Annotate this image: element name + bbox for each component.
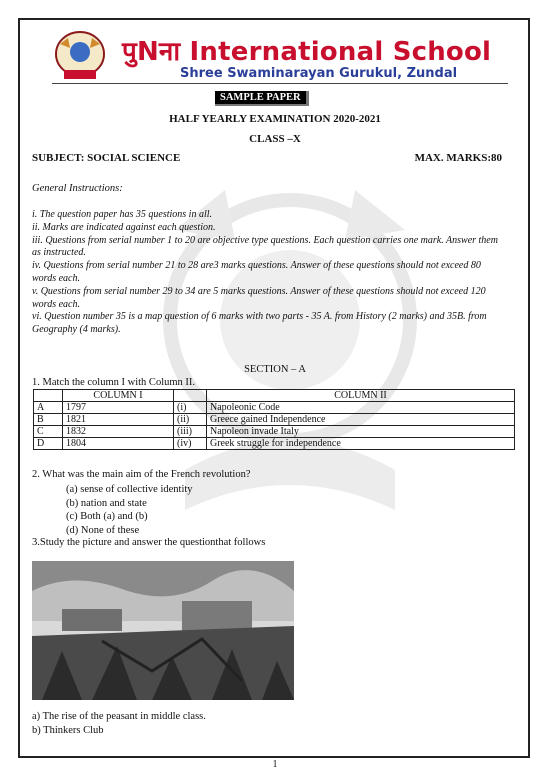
table-cell: (ii)	[174, 414, 207, 426]
school-header	[50, 30, 518, 82]
historical-illustration	[32, 561, 294, 700]
sample-paper-badge: SAMPLE PAPER	[215, 91, 309, 106]
option-item: (a) sense of collective identity	[66, 484, 193, 495]
table-cell: B	[34, 414, 63, 426]
instruction-item: vi. Question number 35 is a map question of 6 marks with two parts - 35 A. from History (2 marks) and 35B. from Geography (4 marks).	[32, 311, 487, 336]
table-cell: (i)	[174, 402, 207, 414]
table-cell: Greece gained Independence	[207, 414, 515, 426]
max-marks-label: MAX. MARKS:80	[414, 152, 502, 164]
table-row	[34, 438, 515, 450]
school-subtitle: Shree Swaminarayan Gurukul, Zundal	[180, 66, 458, 81]
table-header: COLUMN II	[207, 390, 515, 402]
table-cell: (iii)	[174, 426, 207, 438]
subject-row	[32, 152, 520, 164]
class-label: CLASS –X	[249, 133, 301, 145]
footer-divider	[18, 756, 530, 757]
page-number: 1	[272, 759, 278, 770]
option-item: (c) Both (a) and (b)	[66, 511, 148, 523]
table-cell: 1804	[63, 438, 174, 450]
instruction-item: ii. Marks are indicated against each question.	[32, 221, 216, 233]
school-name: पुNना International School	[122, 37, 492, 67]
instructions-list	[32, 209, 507, 337]
option-item: (d) None of these	[66, 524, 140, 536]
table-cell: 1821	[63, 414, 174, 426]
table-cell: C	[34, 426, 63, 438]
table-cell: D	[34, 438, 63, 450]
table-row	[34, 414, 515, 426]
match-table	[33, 389, 515, 450]
table-row	[34, 426, 515, 438]
instruction-item: v. Questions from serial number 29 to 34 are 5 marks questions. Answer of these questions should not exceed 120 words each.	[32, 285, 486, 310]
table-header-row	[34, 390, 515, 402]
subject-label: SUBJECT: SOCIAL SCIENCE	[32, 152, 181, 164]
table-header: COLUMN I	[63, 390, 174, 402]
instructions-title: General Instructions:	[32, 183, 123, 194]
table-cell	[34, 390, 63, 402]
instruction-item: iv. Questions from serial number 21 to 28 are3 marks questions. Answer of these questions should not exceed 80 words each.	[32, 260, 481, 284]
instruction-item: i. The question paper has 35 questions in all.	[32, 209, 212, 220]
exam-title: HALF YEARLY EXAMINATION 2020-2021	[169, 113, 381, 125]
table-cell: Napoleonic Code	[207, 402, 515, 414]
answer-a: a) The rise of the peasant in middle class.	[32, 711, 206, 722]
question-1: 1. Match the column I with Column II.	[32, 377, 196, 388]
table-cell: Napoleon invade Italy	[207, 426, 515, 438]
question-2: 2. What was the main aim of the French revolution?	[32, 469, 251, 480]
option-item: (b) nation and state	[66, 497, 147, 509]
table-cell: 1797	[63, 402, 174, 414]
school-logo	[50, 30, 110, 82]
question-3: 3.Study the picture and answer the questionthat follows	[32, 537, 266, 548]
question-2-options	[66, 483, 193, 537]
table-cell: 1832	[63, 426, 174, 438]
header-divider	[52, 83, 508, 84]
table-cell: A	[34, 402, 63, 414]
instruction-item: iii. Questions from serial number 1 to 20 are objective type questions. Each question carries one mark. Answer them as instructed.	[32, 234, 498, 259]
table-row	[34, 402, 515, 414]
section-title: SECTION – A	[244, 364, 306, 375]
table-cell: (iv)	[174, 438, 207, 450]
table-cell: Greek struggle for independence	[207, 438, 515, 450]
answer-b: b) Thinkers Club	[32, 725, 104, 736]
table-cell	[174, 390, 207, 402]
